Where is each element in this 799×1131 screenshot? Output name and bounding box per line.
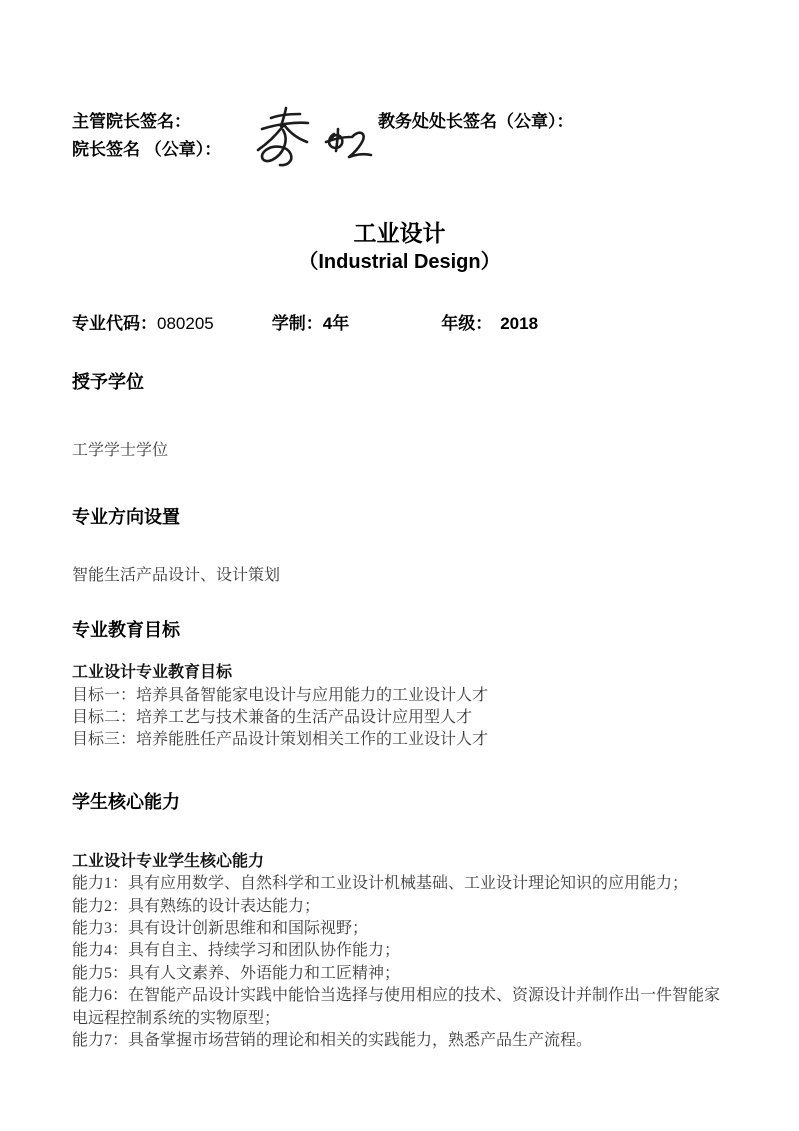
ability-item: 能力7：具备掌握市场营销的理论和相关的实践能力，熟悉产品生产流程。 [72, 1032, 593, 1050]
duration-value: 4年 [322, 314, 350, 333]
grade-value: 2018 [500, 314, 539, 333]
major-code-group [72, 314, 214, 333]
dean-signature-label: 主管院长签名： [72, 112, 191, 131]
signature-block [72, 108, 727, 164]
duration-label: 学制： [271, 314, 323, 333]
ability-item: 能力6：在智能产品设计实践中能恰当选择与使用相应的技术、资源设计并制作出一件智能家电远程控制系统的实物原型； [72, 987, 721, 1027]
section-heading-objectives: 专业教育目标 [72, 620, 180, 640]
grade-label: 年级： [441, 314, 493, 333]
page-subtitle: （Industrial Design） [298, 251, 501, 273]
title-block [72, 218, 727, 276]
objective-item: 目标一：培养具备智能家电设计与应用能力的工业设计人才 [72, 686, 489, 704]
direction-body: 智能生活产品设计、设计策划 [72, 567, 281, 584]
objectives-subheading: 工业设计专业教育目标 [72, 664, 233, 681]
ability-item: 能力2：具有熟练的设计表达能力； [72, 897, 321, 915]
page-title: 工业设计 [353, 220, 446, 246]
ability-item: 能力3：具有设计创新思维和和国际视野； [72, 920, 369, 938]
grade-group [441, 314, 538, 333]
section-heading-direction: 专业方向设置 [72, 507, 180, 527]
ability-item: 能力1：具有应用数学、自然科学和工业设计机械基础、工业设计理论知识的应用能力； [72, 875, 689, 893]
major-code-label: 专业代码： [72, 314, 157, 333]
duration-group [272, 314, 349, 333]
objective-item: 目标二：培养工艺与技术兼备的生活产品设计应用型人才 [72, 708, 473, 726]
abilities-subheading: 工业设计专业学生核心能力 [72, 852, 265, 870]
academic-affairs-signature-label: 教务处处长签名（公章）： [378, 112, 574, 131]
section-heading-degree: 授予学位 [72, 372, 144, 392]
ability-item: 能力4：具有自主、持续学习和团队协作能力； [72, 942, 401, 960]
objective-item: 目标三：培养能胜任产品设计策划相关工作的工业设计人才 [72, 731, 489, 749]
handwritten-signature-image [250, 102, 382, 174]
degree-body: 工学学士学位 [72, 442, 169, 459]
meta-row [72, 312, 727, 336]
ability-item: 能力5：具有人文素养、外语能力和工匠精神； [72, 964, 401, 982]
section-heading-abilities: 学生核心能力 [72, 791, 180, 812]
president-signature-label: 院长签名 （公章）： [72, 140, 222, 159]
major-code-value: 080205 [157, 314, 214, 333]
